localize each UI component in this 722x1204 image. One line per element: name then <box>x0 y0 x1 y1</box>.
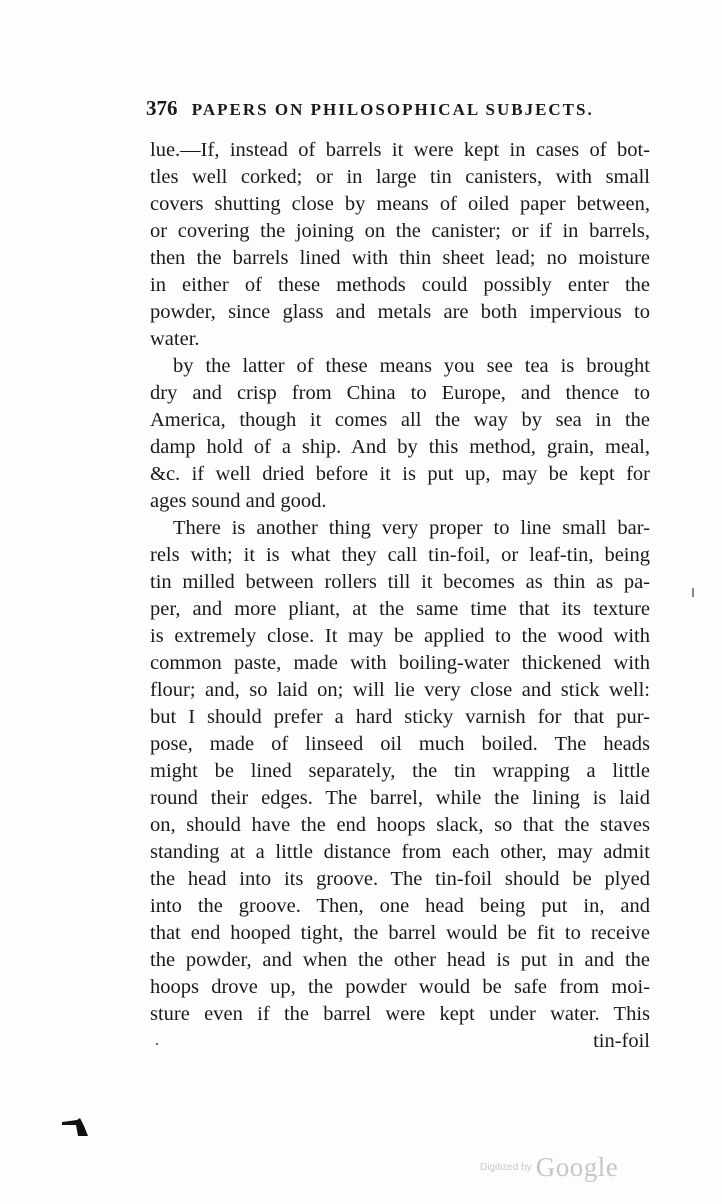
text-line: tles well corked; or in large tin canisters, with small <box>150 166 650 188</box>
text-line: might be lined separately, the tin wrapping a little <box>150 760 650 782</box>
text-line: water. <box>150 328 200 350</box>
text-line: but I should prefer a hard sticky varnish for that pur- <box>150 706 650 728</box>
text-line: America, though it comes all the way by sea in the <box>150 409 650 431</box>
catchword: tin-foil <box>593 1030 650 1052</box>
text-line: flour; and, so laid on; will lie very close and stick well: <box>150 679 650 701</box>
text-line: in either of these methods could possibly enter the <box>150 274 650 296</box>
text-line: lue.—If, instead of barrels it were kept in cases of bot- <box>150 139 650 161</box>
stray-ink-mark <box>692 588 694 597</box>
text-line: standing at a little distance from each other, may admit <box>150 841 650 863</box>
text-line: per, and more pliant, at the same time that its texture <box>150 598 650 620</box>
text-line: covers shutting close by means of oiled paper between, <box>150 193 650 215</box>
text-line: pose, made of linseed oil much boiled. The heads <box>150 733 650 755</box>
text-line: &c. if well dried before it is put up, may be kept for <box>150 463 650 485</box>
text-line: dry and crisp from China to Europe, and thence to <box>150 382 650 404</box>
text-line: There is another thing very proper to line small bar- <box>173 517 650 539</box>
text-line: common paste, made with boiling-water thickened with <box>150 652 650 674</box>
digitized-watermark <box>480 1152 618 1183</box>
text-line: by the latter of these means you see tea is brought <box>173 355 650 377</box>
watermark-prefix: Digitized by <box>480 1162 532 1173</box>
text-line: damp hold of a ship. And by this method, grain, meal, <box>150 436 650 458</box>
text-line: sture even if the barrel were kept under water. This <box>150 1003 650 1025</box>
running-title: PAPERS ON PHILOSOPHICAL SUBJECTS. <box>191 100 594 119</box>
corner-flag-mark <box>62 1116 88 1138</box>
text-line: ages sound and good. <box>150 490 327 512</box>
page-number: 376 <box>146 96 178 120</box>
text-line: the head into its groove. The tin-foil should be plyed <box>150 868 650 890</box>
text-line: or covering the joining on the canister; or if in barrels, <box>150 220 650 242</box>
text-line: into the groove. Then, one head being put in, and <box>150 895 650 917</box>
text-line: is extremely close. It may be applied to the wood with <box>150 625 650 647</box>
text-line: rels with; it is what they call tin-foil, or leaf-tin, being <box>150 544 650 566</box>
margin-dot <box>156 1043 158 1045</box>
body-text <box>150 137 650 1055</box>
text-line: hoops drove up, the powder would be safe from moi- <box>150 976 650 998</box>
text-line: on, should have the end hoops slack, so that the staves <box>150 814 650 836</box>
text-line: the powder, and when the other head is put in and the <box>150 949 650 971</box>
running-head <box>146 96 616 121</box>
text-line: round their edges. The barrel, while the lining is laid <box>150 787 650 809</box>
text-line: tin milled between rollers till it becomes as thin as pa- <box>150 571 650 593</box>
text-line: then the barrels lined with thin sheet lead; no moisture <box>150 247 650 269</box>
text-line: that end hooped tight, the barrel would be fit to receive <box>150 922 650 944</box>
google-logo: Google <box>535 1152 619 1182</box>
text-line: powder, since glass and metals are both impervious to <box>150 301 650 323</box>
